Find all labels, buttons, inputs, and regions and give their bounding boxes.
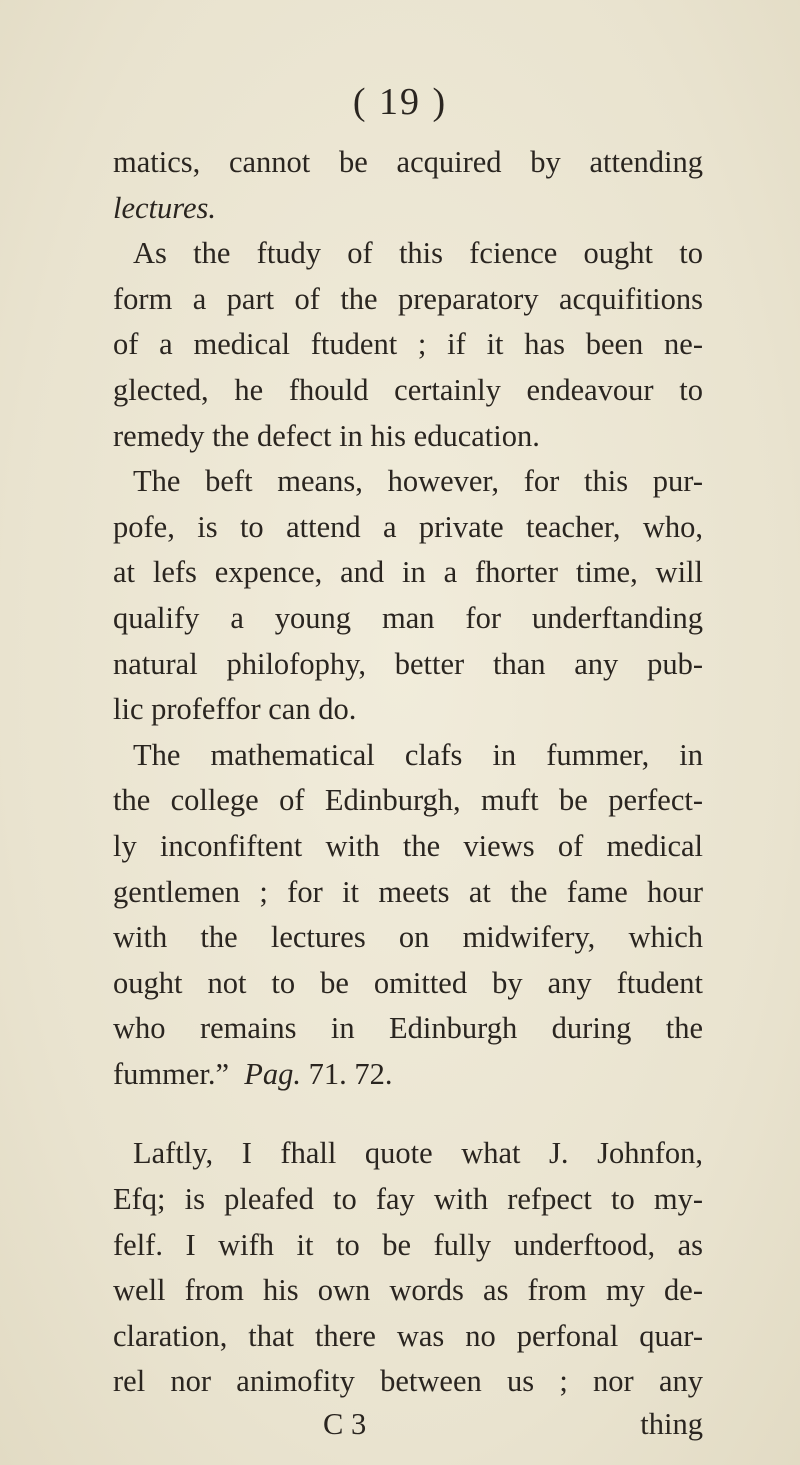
signature-mark: C 3 [323,1407,367,1441]
text-line: ly inconfiftent with the views of medical [113,828,703,863]
text-line-italic [113,186,703,232]
text-line: matics, cannot be acquired by attending [113,145,703,179]
paragraph-gap [113,1097,703,1131]
quote-end: fummer.” [113,1056,230,1091]
text-line: the college of Edinburgh, muft be perfect- [113,783,703,818]
text-line: As the ftudy of this fcience ought to [133,236,703,271]
body-text [113,140,703,1405]
text-line: remedy the defect in his education. [113,418,540,453]
text-line: form a part of the preparatory acquifitions [113,281,703,316]
page-number-header: ( 19 ) [352,81,448,123]
text-line: claration, that there was no perfonal quar- [113,1318,703,1353]
citation-label: Pag. [244,1056,302,1091]
page-footer [113,1407,703,1447]
text-line: well from his own words as from my de- [113,1273,703,1308]
text-line: Laftly, I fhall quote what J. Johnfon, [133,1136,703,1171]
text-line: at lefs expence, and in a fhorter time, will [113,555,703,590]
text-line: who remains in Edinburgh during the [113,1011,703,1046]
italic-word: lectures. [113,190,217,225]
text-line: rel nor animofity between us ; nor any [113,1364,703,1399]
text-line: pofe, is to attend a private teacher, who, [113,509,703,544]
text-line: with the lectures on midwifery, which [113,920,703,955]
text-line: The beft means, however, for this pur- [133,464,703,499]
text-line-citation [113,1052,703,1098]
text-line: felf. I wifh it to be fully underftood, as [113,1227,703,1262]
text-line: lic profeffor can do. [113,692,357,727]
text-line: qualify a young man for underftanding [113,600,703,635]
catchword: thing [640,1407,703,1441]
text-line: The mathematical clafs in fummer, in [133,737,703,772]
citation-pages: 71. 72. [308,1056,393,1091]
text-line: ought not to be omitted by any ftudent [113,965,703,1000]
text-line: Efq; is pleafed to fay with refpect to my- [113,1182,703,1217]
text-line: gentlemen ; for it meets at the fame hour [113,874,703,909]
text-line: of a medical ftudent ; if it has been ne- [113,327,703,362]
text-line: natural philofophy, better than any pub- [113,646,703,681]
text-line: glected, he fhould certainly endeavour to [113,372,703,407]
